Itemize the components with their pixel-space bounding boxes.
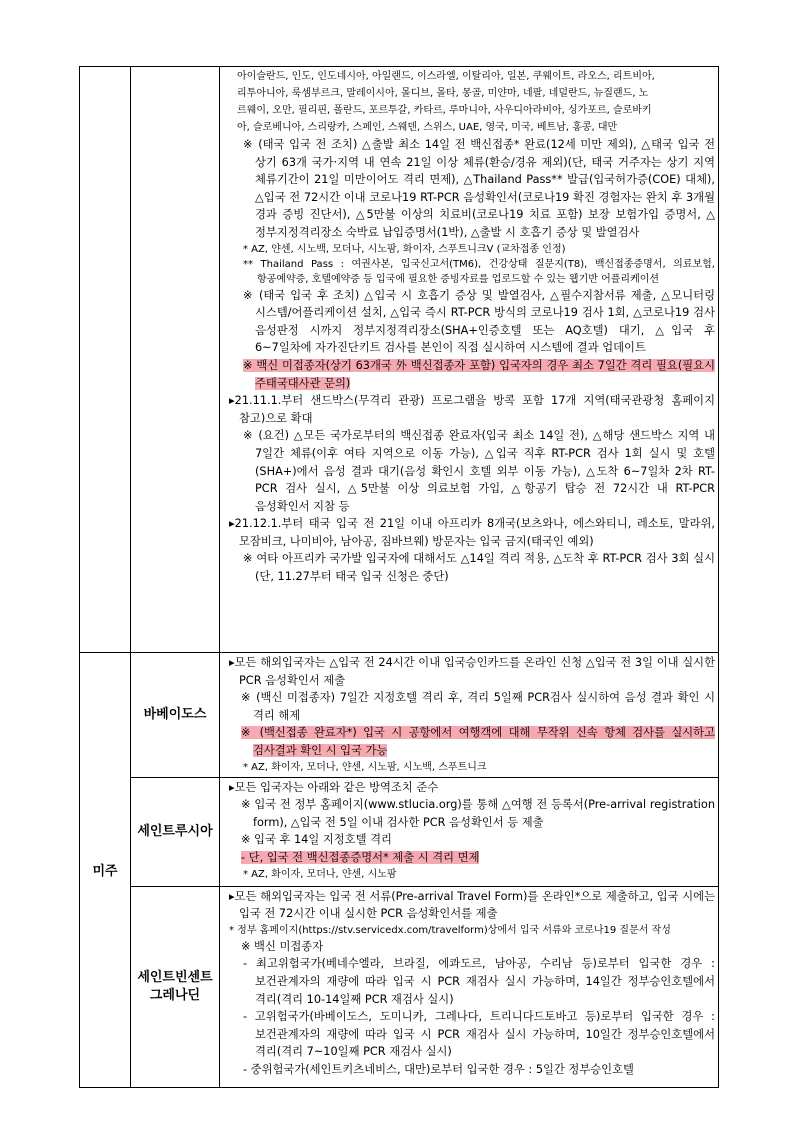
post-entry-measures: ※ (태국 입국 후 조치) △입국 시 호흡기 증상 및 발열검사, △필수지참서류 제출, △모니터링 시스템/어플리케이션 설치, △입국 즉시 RT-PCR 방식의 코로나19 검사 1회, △코로나19 검사 음성판정 시까지 정부지정격리장소(SHA+인증호텔 또는 AQ호텔) 대기, △입국 후 6~7일차에 자가진단키트 검사를 본인이 직접 실시하여 시스템에 결과 업데이트 — [243, 288, 715, 355]
thailand-content-cell — [220, 67, 719, 653]
africa-entry-ban: ▸21.12.1.부터 태국 입국 전 21일 이내 아프리카 8개국(보츠와나, 에스와티니, 레소토, 말라위, 모잠비크, 나미비아, 남아공, 짐바브웨) 방문자는 입국 금지(태국인 예외) — [229, 517, 715, 548]
country-list-line: 아, 슬로베니아, 스리랑카, 스페인, 스웨덴, 스위스, UAE, 영국, 미국, 베트남, 홍콩, 대만 — [237, 122, 618, 133]
country-list-line: 리투아니아, 룩셈부르크, 말레이시아, 몰디브, 몰타, 몽골, 미얀마, 네팔, 네덜란드, 뉴질랜드, 노 — [237, 88, 649, 99]
unvaccinated-quarantine-note — [225, 357, 715, 392]
vaccine-note: * AZ, 얀센, 시노백, 모더나, 시노팜, 화이자, 스푸트니크V (교차접종 인정) — [243, 243, 566, 255]
barbados-vaccinated — [225, 724, 715, 759]
barbados-unvaccinated: ※ (백신 미접종자) 7일간 지정호텔 격리 후, 격리 5일째 PCR검사 실시하여 음성 결과 확인 시 격리 해제 — [241, 691, 715, 722]
highlighted-text: ※ 백신 미접종자(상기 63개국 外 백신접종자 포함) 입국자의 경우 최소 7일간 격리 필요(필요시 주태국대사관 문의) — [243, 358, 715, 390]
table-row — [80, 886, 719, 1087]
st-vincent-unvaccinated: ※ 백신 미접종자 — [241, 939, 324, 953]
st-vincent-medium-risk: - 중위험국가(세인트키츠네비스, 대만)로부터 입국한 경우 : 5일간 정부승인호텔 — [243, 1062, 634, 1076]
barbados-vaccine-note: * AZ, 화이자, 모더나, 얀센, 시노팜, 시노백, 스푸트니크 — [243, 761, 487, 773]
highlighted-text: ※ (백신접종 완료자*) 입국 시 공항에서 여행객에 대해 무작위 신속 항체 검사를 실시하고 검사결과 확인 시 입국 가능 — [241, 726, 715, 757]
region-cell-empty — [80, 67, 131, 653]
st-vincent-high-risk: - 고위험국가(바베이도스, 도미니카, 그레나다, 트리니다드토바고 등)로부터 입국한 경우 : 보건관계자의 재량에 따라 입국 시 PCR 재검사 실시 가능하며, 10일간 정부승인호텔에서 격리(격리 7~10일째 PCR 재검사 실시) — [243, 1010, 715, 1059]
st-lucia-vaccine-note: * AZ, 화이자, 모더나, 얀센, 시노팜 — [243, 868, 397, 880]
country-cell-empty — [131, 67, 220, 653]
pre-entry-measures: ※ (태국 입국 전 조치) △출발 최소 14일 전 백신접종* 완료(12세 미만 제외), △태국 입국 전 상기 63개 국가·지역 내 연속 21일 이상 체류(환승/경유 제외)(단, 태국 거주자는 상기 지역 체류기간이 21일 미만이어도 격리 면제), △Thailand Pass** 발급(입국허가증(COE) 대체), △입국 전 72시간 이내 코로나19 RT-PCR 음성확인서(코로나19 확진 경험자는 완치 후 3개월 경과 증빙 진단서), △5만불 이상의 치료비(코로나19 치료 포함) 보장 보험가입 증명서, △정부지정격리장소 숙박료 납입증명서(1박), △출발 시 호흡기 증상 및 발열검사 — [243, 138, 715, 239]
st-vincent-requirement: ▸모든 해외입국자는 입국 전 서류(Pre-arrival Travel Form)를 온라인*으로 제출하고, 입국 시에는 입국 전 72시간 이내 실시한 PCR 음성확인서를 제출 — [229, 889, 715, 921]
entry-restrictions-table — [79, 66, 719, 1088]
st-lucia-quarantine: ※ 입국 후 14일 지정호텔 격리 — [241, 833, 392, 847]
table-row — [80, 777, 719, 886]
st-vincent-highest-risk: - 최고위험국가(베네수엘라, 브라질, 에콰도르, 남아공, 수리남 등)로부터 입국한 경우 : 보건관계자의 재량에 따라 입국 시 PCR 재검사 실시 가능하며, 14일간 정부승인호텔에서 격리(격리 10-14일째 PCR 재검사 실시) — [243, 957, 715, 1006]
country-name-st-lucia: 세인트루시아 — [131, 777, 220, 886]
table-row — [80, 653, 719, 778]
st-vincent-web-note: * 정부 홈페이지(https://stv.servicedx.com/travelform)상에서 입국 서류와 코로나19 질문서 작성 — [229, 924, 671, 936]
st-lucia-pre-registration: ※ 입국 전 정부 홈페이지(www.stlucia.org)를 통해 △여행 전 등록서(Pre-arrival registration form), △입국 전 5일 이내 검사한 PCR 음성확인서 등 제출 — [241, 798, 715, 829]
africa-other-measures: ※ 여타 아프리카 국가발 입국자에 대해서도 △14일 격리 적용, △도착 후 RT-PCR 검사 3회 실시 (단, 11.27부터 태국 입국 신청은 중단) — [243, 552, 715, 584]
thailand-pass-note: ** Thailand Pass : 여권사본, 입국신고서(TM6), 건강상태 질문지(T8), 백신접종증명서, 의료보험, 항공예약증, 호텔예약증 등 입국에 필요한 증빙자료를 업로드할 수 있는 웹기반 어플리케이션 — [243, 258, 715, 285]
highlighted-text: - 단, 입국 전 백신접종증명서* 제출 시 격리 면제 — [241, 850, 480, 864]
st-lucia-exemption — [225, 849, 715, 867]
country-list-line: 아이슬란드, 인도, 인도네시아, 아일랜드, 이스라엘, 이탈리아, 일본, 쿠웨이트, 라오스, 리트비아, — [237, 71, 655, 82]
barbados-content-cell — [220, 653, 719, 778]
st-lucia-requirement: ▸모든 입국자는 아래와 같은 방역조치 준수 — [229, 780, 439, 794]
st-lucia-content-cell — [220, 777, 719, 886]
region-cell-americas: 미주 — [80, 653, 131, 1088]
country-name-barbados: 바베이도스 — [131, 653, 220, 778]
sandbox-requirements: ※ (요건) △모든 국가로부터의 백신접종 완료자(입국 최소 14일 전), △해당 샌드박스 지역 내 7일간 체류(이후 여타 지역으로 이동 가능), △입국 직후 RT-PCR 검사 1회 실시 및 호텔(SHA+)에서 음성 결과 대기(음성 확인시 호텔 외부 이동 가능), △도착 6~7일차 2차 RT-PCR 검사 실시, △5만불 이상 의료보험 가입, △항공기 탑승 전 72시간 내 RT-PCR 음성확인서 지참 등 — [243, 429, 715, 513]
country-list-line: 르웨이, 오만, 필리핀, 폴란드, 포르투갈, 카타르, 루마니아, 사우디아라비아, 싱가포르, 슬로바키 — [237, 105, 652, 116]
st-vincent-content-cell — [220, 886, 719, 1087]
barbados-requirement: ▸모든 해외입국자는 △입국 전 24시간 이내 입국승인카드를 온라인 신청 △입국 전 3일 이내 실시한 PCR 음성확인서 제출 — [229, 656, 715, 687]
table-row — [80, 67, 719, 653]
country-name-st-vincent: 세인트빈센트 그레나딘 — [131, 886, 220, 1087]
sandbox-expansion: ▸21.11.1.부터 샌드박스(무격리 관광) 프로그램을 방콕 포함 17개 지역(태국관광청 홈페이지 참고)으로 확대 — [229, 394, 715, 425]
